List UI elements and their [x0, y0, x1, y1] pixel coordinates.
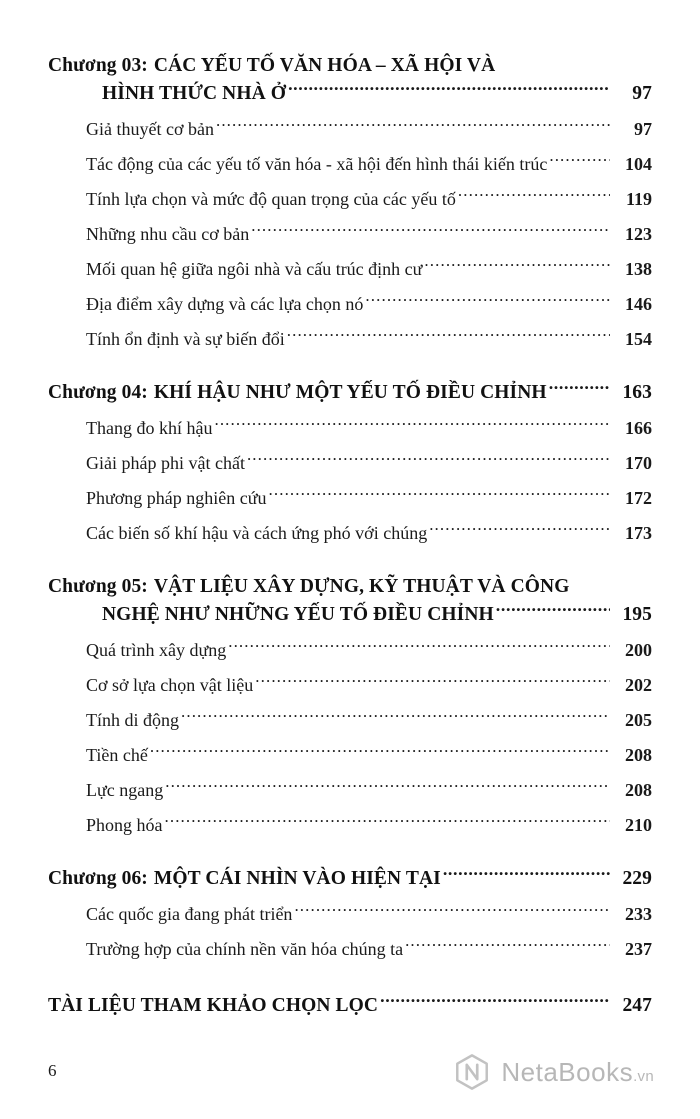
- toc-chapter-block: [48, 865, 652, 963]
- dot-leader: [247, 451, 610, 469]
- toc-page-number: 104: [625, 153, 652, 174]
- toc-section-title: Những nhu cầu cơ bản: [86, 223, 250, 244]
- toc-chapter-title: VẬT LIỆU XÂY DỰNG, KỸ THUẬT VÀ CÔNG: [153, 576, 570, 598]
- toc-section-row[interactable]: [48, 450, 652, 477]
- toc-section-title: Tác động của các yếu tố văn hóa - xã hội đến hình thái kiến trúc: [86, 153, 548, 174]
- dot-leader: [255, 673, 610, 691]
- dot-leader: [214, 416, 610, 434]
- toc-section-row[interactable]: [48, 777, 652, 804]
- toc-section-title: Mối quan hệ giữa ngôi nhà và cấu trúc định cư: [86, 258, 423, 279]
- toc-section-title: Phong hóa: [86, 814, 163, 835]
- toc-section-title: Cơ sở lựa chọn vật liệu: [86, 674, 254, 695]
- toc-section-row[interactable]: [48, 221, 652, 248]
- toc-chapter-row[interactable]: [48, 991, 652, 1019]
- toc-section-row[interactable]: [48, 901, 652, 928]
- toc-page-number: 173: [625, 523, 652, 544]
- toc-page-number: 210: [625, 814, 652, 835]
- netabooks-wordmark-suffix: .vn: [633, 1067, 654, 1085]
- toc-page-number: 123: [625, 223, 652, 244]
- netabooks-watermark: [453, 1053, 654, 1091]
- toc-section-row[interactable]: [48, 936, 652, 963]
- toc-section-title: Trường hợp của chính nền văn hóa chúng ta: [86, 939, 404, 960]
- toc-section-title: Tính ổn định và sự biến đổi: [86, 328, 285, 349]
- toc-chapter-title: MỘT CÁI NHÌN VÀO HIỆN TẠI: [153, 868, 441, 890]
- dot-leader: [458, 187, 610, 205]
- toc-section-row[interactable]: [48, 415, 652, 442]
- toc-section-row[interactable]: [48, 485, 652, 512]
- toc-page-number: 233: [625, 904, 652, 925]
- dot-leader: [443, 865, 610, 885]
- toc-chapter-label: Chương 06:: [48, 868, 148, 890]
- toc-page-number: 172: [625, 488, 652, 509]
- toc-chapter-row[interactable]: [48, 573, 652, 601]
- toc-page-number: 205: [625, 709, 652, 730]
- toc-section-row[interactable]: [48, 672, 652, 699]
- dot-leader: [269, 486, 610, 504]
- toc-chapter-label: Chương 04:: [48, 382, 148, 404]
- toc-chapter-title-continued: NGHỆ NHƯ NHỮNG YẾU TỐ ĐIỀU CHỈNH: [102, 604, 494, 626]
- toc-page-number: 229: [622, 868, 652, 890]
- toc-chapter-block: [48, 52, 652, 353]
- dot-leader: [165, 778, 610, 796]
- toc-page-number: 97: [634, 118, 652, 139]
- toc-section-title: Các quốc gia đang phát triển: [86, 904, 293, 925]
- toc-page-number: 247: [622, 994, 652, 1016]
- toc-section-row[interactable]: [48, 742, 652, 769]
- netabooks-wordmark-name: NetaBooks: [501, 1056, 634, 1087]
- toc-section-row[interactable]: [48, 637, 652, 664]
- toc-section-title: Địa điểm xây dựng và các lựa chọn nó: [86, 293, 364, 314]
- toc-chapter-title-continued: HÌNH THỨC NHÀ Ở: [102, 83, 287, 105]
- toc-entry-standalone: [48, 991, 652, 1019]
- toc-page-number: 208: [625, 779, 652, 800]
- toc-page-number: 208: [625, 744, 652, 765]
- dot-leader: [380, 991, 610, 1011]
- toc-section-row[interactable]: [48, 291, 652, 318]
- dot-leader: [429, 521, 610, 539]
- dot-leader: [496, 601, 610, 621]
- toc-page-number: 166: [625, 418, 652, 439]
- page-number: 6: [48, 1061, 57, 1080]
- dot-leader: [288, 80, 610, 100]
- dot-leader: [251, 222, 610, 240]
- toc-page-number: 163: [622, 382, 652, 404]
- toc-section-row[interactable]: [48, 186, 652, 213]
- toc-chapter-label: TÀI LIỆU THAM KHẢO CHỌN LỌC: [48, 994, 379, 1016]
- toc-section-row[interactable]: [48, 707, 652, 734]
- toc-section-title: Các biến số khí hậu và cách ứng phó với chúng: [86, 523, 428, 544]
- dot-leader: [216, 117, 610, 135]
- toc-chapter-title: KHÍ HẬU NHƯ MỘT YẾU TỐ ĐIỀU CHỈNH: [153, 382, 547, 404]
- toc-chapter-row-continued[interactable]: [48, 80, 652, 108]
- toc-section-row[interactable]: [48, 520, 652, 547]
- toc-chapter-title: CÁC YẾU TỐ VĂN HÓA – XÃ HỘI VÀ: [153, 55, 496, 76]
- dot-leader: [549, 152, 610, 170]
- toc-page-number: 237: [625, 939, 652, 960]
- dot-leader: [181, 708, 610, 726]
- toc-page-number: 119: [625, 188, 652, 209]
- dot-leader: [405, 937, 610, 955]
- toc-section-row[interactable]: [48, 812, 652, 839]
- toc-section-title: Lực ngang: [86, 779, 164, 800]
- netabooks-logo-icon: [453, 1053, 491, 1091]
- toc-section-title: Tính lựa chọn và mức độ quan trọng của các yếu tố: [86, 188, 456, 209]
- dot-leader: [365, 292, 610, 310]
- toc-chapter-block: [48, 379, 652, 547]
- netabooks-wordmark: [501, 1057, 654, 1088]
- toc-page-number: 138: [625, 258, 652, 279]
- dot-leader: [287, 327, 610, 345]
- toc-page-number: 202: [625, 674, 652, 695]
- toc-section-title: Phương pháp nghiên cứu: [86, 488, 267, 509]
- dot-leader: [294, 902, 610, 920]
- toc-page-number: 154: [625, 328, 652, 349]
- toc-page-number: 170: [625, 453, 652, 474]
- toc-chapter-row-continued[interactable]: [48, 601, 652, 629]
- toc-section-row[interactable]: [48, 116, 652, 143]
- toc-section-title: Giải pháp phi vật chất: [86, 453, 245, 474]
- toc-chapter-row[interactable]: [48, 52, 652, 80]
- toc-section-row[interactable]: [48, 326, 652, 353]
- toc-chapter-row[interactable]: [48, 379, 652, 407]
- toc-section-row[interactable]: [48, 256, 652, 283]
- toc-chapter-label: Chương 05:: [48, 576, 148, 598]
- dot-leader: [150, 743, 610, 761]
- toc-page-number: 195: [622, 604, 652, 626]
- toc-page-number: 146: [625, 293, 652, 314]
- toc-section-title: Quá trình xây dựng: [86, 639, 227, 660]
- dot-leader: [424, 257, 610, 275]
- toc-chapter-label: Chương 03:: [48, 55, 148, 76]
- toc-section-row[interactable]: [48, 151, 652, 178]
- dot-leader: [228, 638, 610, 656]
- toc-page-number: 200: [625, 639, 652, 660]
- page-footer: [0, 1023, 700, 1119]
- toc-section-title: Thang đo khí hậu: [86, 418, 213, 439]
- toc-section-title: Giả thuyết cơ bản: [86, 118, 214, 139]
- toc-section-title: Tiền chế: [86, 744, 148, 765]
- toc-chapter-row[interactable]: [48, 865, 652, 893]
- toc-chapter-block: [48, 573, 652, 839]
- table-of-contents: [48, 52, 652, 1019]
- dot-leader: [549, 379, 610, 399]
- toc-page-number: 97: [632, 83, 652, 105]
- dot-leader: [165, 813, 611, 831]
- toc-section-title: Tính di động: [86, 709, 179, 730]
